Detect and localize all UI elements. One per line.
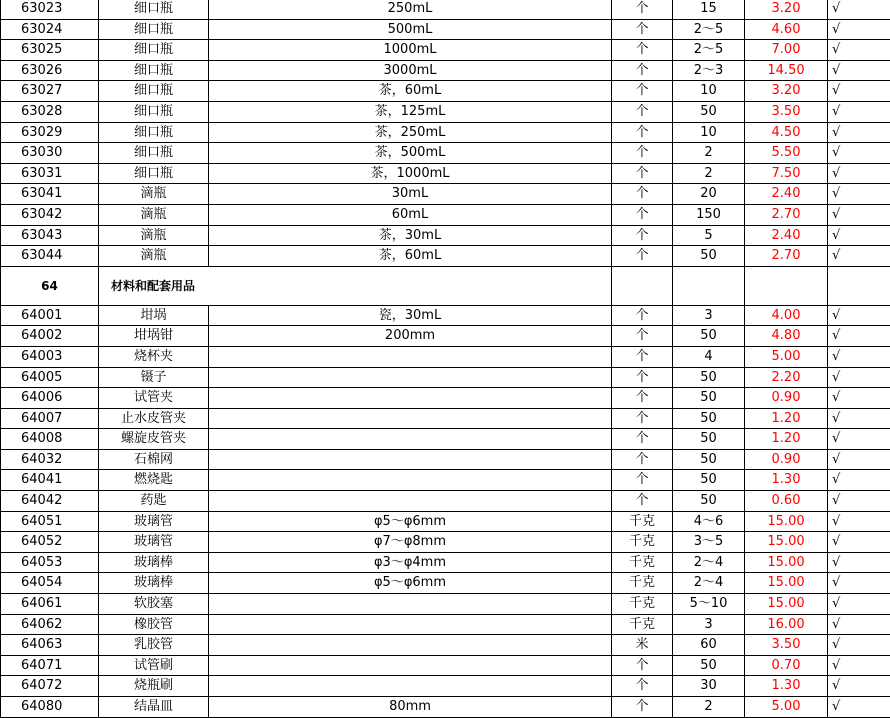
item-code: 63023 <box>1 0 99 19</box>
item-code: 64072 <box>1 676 99 697</box>
item-code: 64006 <box>1 388 99 409</box>
item-check: √ <box>828 0 890 19</box>
item-quantity: 50 <box>673 101 745 122</box>
item-price: 0.90 <box>745 388 828 409</box>
item-check: √ <box>828 246 890 267</box>
item-price: 15.00 <box>745 552 828 573</box>
item-name: 细口瓶 <box>99 143 209 164</box>
item-code: 64051 <box>1 511 99 532</box>
item-check: √ <box>828 697 890 718</box>
item-check: √ <box>828 60 890 81</box>
table-row <box>1 429 890 450</box>
item-spec <box>209 367 612 388</box>
item-price: 0.60 <box>745 491 828 512</box>
table-body-part-2 <box>1 305 890 717</box>
item-unit: 个 <box>612 470 673 491</box>
table-row <box>1 0 890 19</box>
item-name: 细口瓶 <box>99 60 209 81</box>
table-row <box>1 594 890 615</box>
item-name: 滴瓶 <box>99 246 209 267</box>
item-spec: 茶，125mL <box>209 101 612 122</box>
item-quantity: 50 <box>673 429 745 450</box>
item-spec: 1000mL <box>209 40 612 61</box>
item-price: 16.00 <box>745 614 828 635</box>
item-code: 64007 <box>1 408 99 429</box>
item-quantity: 3～5 <box>673 532 745 553</box>
item-price: 15.00 <box>745 594 828 615</box>
item-unit: 个 <box>612 19 673 40</box>
item-spec <box>209 614 612 635</box>
item-quantity: 50 <box>673 470 745 491</box>
item-spec: 茶，60mL <box>209 246 612 267</box>
item-code: 63024 <box>1 19 99 40</box>
table-row <box>1 143 890 164</box>
item-spec <box>209 470 612 491</box>
item-check: √ <box>828 491 890 512</box>
item-spec: 500mL <box>209 19 612 40</box>
item-name: 细口瓶 <box>99 163 209 184</box>
item-check: √ <box>828 81 890 102</box>
table-row <box>1 367 890 388</box>
item-quantity: 2 <box>673 697 745 718</box>
table-body-part-1 <box>1 0 890 266</box>
item-quantity: 50 <box>673 388 745 409</box>
item-unit: 个 <box>612 676 673 697</box>
item-quantity: 30 <box>673 676 745 697</box>
table-row <box>1 163 890 184</box>
item-spec: 200mm <box>209 326 612 347</box>
item-name: 试管刷 <box>99 655 209 676</box>
item-unit: 个 <box>612 346 673 367</box>
item-unit: 千克 <box>612 594 673 615</box>
item-quantity: 2～4 <box>673 552 745 573</box>
item-code: 63042 <box>1 204 99 225</box>
item-check: √ <box>828 532 890 553</box>
item-name: 细口瓶 <box>99 0 209 19</box>
item-quantity: 2 <box>673 163 745 184</box>
item-price: 1.30 <box>745 676 828 697</box>
table-row <box>1 697 890 718</box>
table-row <box>1 225 890 246</box>
item-spec: φ5～φ6mm <box>209 573 612 594</box>
section-title: 材料和配套用品 <box>99 266 612 305</box>
item-check: √ <box>828 573 890 594</box>
item-price: 0.90 <box>745 449 828 470</box>
item-quantity: 2～4 <box>673 573 745 594</box>
item-check: √ <box>828 101 890 122</box>
item-name: 坩埚钳 <box>99 326 209 347</box>
item-quantity: 10 <box>673 122 745 143</box>
table-row <box>1 81 890 102</box>
item-quantity: 50 <box>673 246 745 267</box>
item-price: 5.00 <box>745 697 828 718</box>
item-code: 63041 <box>1 184 99 205</box>
item-spec: 80mm <box>209 697 612 718</box>
item-unit: 个 <box>612 246 673 267</box>
item-quantity: 5 <box>673 225 745 246</box>
item-spec <box>209 449 612 470</box>
item-unit: 千克 <box>612 614 673 635</box>
item-name: 细口瓶 <box>99 101 209 122</box>
item-spec: 3000mL <box>209 60 612 81</box>
item-unit: 个 <box>612 0 673 19</box>
item-price: 2.40 <box>745 225 828 246</box>
item-name: 烧瓶刷 <box>99 676 209 697</box>
item-spec: 茶，60mL <box>209 81 612 102</box>
item-quantity: 60 <box>673 635 745 656</box>
item-check: √ <box>828 122 890 143</box>
item-check: √ <box>828 184 890 205</box>
item-name: 玻璃棒 <box>99 552 209 573</box>
item-spec: 瓷，30mL <box>209 305 612 326</box>
item-name: 试管夹 <box>99 388 209 409</box>
item-code: 63027 <box>1 81 99 102</box>
item-price: 1.20 <box>745 408 828 429</box>
item-check: √ <box>828 40 890 61</box>
table-row <box>1 449 890 470</box>
item-quantity: 2～3 <box>673 60 745 81</box>
item-unit: 千克 <box>612 532 673 553</box>
item-check: √ <box>828 655 890 676</box>
item-price: 5.00 <box>745 346 828 367</box>
item-unit: 个 <box>612 122 673 143</box>
item-code: 64054 <box>1 573 99 594</box>
item-name: 软胶塞 <box>99 594 209 615</box>
item-quantity: 20 <box>673 184 745 205</box>
item-spec <box>209 491 612 512</box>
item-unit: 个 <box>612 697 673 718</box>
table-row <box>1 532 890 553</box>
item-check: √ <box>828 163 890 184</box>
item-name: 螺旋皮管夹 <box>99 429 209 450</box>
item-code: 64062 <box>1 614 99 635</box>
item-check: √ <box>828 511 890 532</box>
item-price: 2.70 <box>745 204 828 225</box>
item-quantity: 50 <box>673 655 745 676</box>
item-unit: 千克 <box>612 511 673 532</box>
section-header-row <box>1 266 890 305</box>
item-spec <box>209 655 612 676</box>
item-spec <box>209 594 612 615</box>
item-name: 橡胶管 <box>99 614 209 635</box>
item-spec <box>209 388 612 409</box>
item-code: 64003 <box>1 346 99 367</box>
item-quantity: 2～5 <box>673 40 745 61</box>
item-spec: 茶，250mL <box>209 122 612 143</box>
item-name: 镊子 <box>99 367 209 388</box>
item-price: 3.20 <box>745 81 828 102</box>
item-spec <box>209 676 612 697</box>
item-name: 药匙 <box>99 491 209 512</box>
item-unit: 个 <box>612 225 673 246</box>
table-row <box>1 511 890 532</box>
item-unit: 个 <box>612 101 673 122</box>
item-unit: 个 <box>612 655 673 676</box>
section-price-cell <box>745 266 828 305</box>
item-code: 64032 <box>1 449 99 470</box>
table-row <box>1 184 890 205</box>
item-unit: 千克 <box>612 573 673 594</box>
item-quantity: 150 <box>673 204 745 225</box>
item-check: √ <box>828 429 890 450</box>
item-price: 3.50 <box>745 635 828 656</box>
item-unit: 个 <box>612 143 673 164</box>
item-price: 4.80 <box>745 326 828 347</box>
item-name: 细口瓶 <box>99 19 209 40</box>
item-code: 64005 <box>1 367 99 388</box>
item-check: √ <box>828 143 890 164</box>
table-row <box>1 326 890 347</box>
item-check: √ <box>828 614 890 635</box>
item-price: 4.60 <box>745 19 828 40</box>
item-unit: 个 <box>612 81 673 102</box>
item-code: 63031 <box>1 163 99 184</box>
item-check: √ <box>828 346 890 367</box>
item-name: 燃烧匙 <box>99 470 209 491</box>
item-price: 2.70 <box>745 246 828 267</box>
item-name: 石棉网 <box>99 449 209 470</box>
item-spec: φ7～φ8mm <box>209 532 612 553</box>
table-row <box>1 204 890 225</box>
item-check: √ <box>828 470 890 491</box>
item-unit: 个 <box>612 367 673 388</box>
item-unit: 个 <box>612 449 673 470</box>
item-name: 玻璃管 <box>99 532 209 553</box>
table-row <box>1 676 890 697</box>
table-row <box>1 60 890 81</box>
section-unit-cell <box>612 266 673 305</box>
item-code: 64071 <box>1 655 99 676</box>
item-price: 4.00 <box>745 305 828 326</box>
item-spec <box>209 635 612 656</box>
item-quantity: 10 <box>673 81 745 102</box>
item-name: 玻璃管 <box>99 511 209 532</box>
item-price: 15.00 <box>745 511 828 532</box>
table-row <box>1 40 890 61</box>
section-check-cell <box>828 266 890 305</box>
table-row <box>1 491 890 512</box>
item-unit: 个 <box>612 163 673 184</box>
item-check: √ <box>828 552 890 573</box>
item-check: √ <box>828 594 890 615</box>
section-header-group <box>1 266 890 305</box>
table-row <box>1 614 890 635</box>
table-row <box>1 655 890 676</box>
item-code: 64080 <box>1 697 99 718</box>
item-price: 7.00 <box>745 40 828 61</box>
table-row <box>1 470 890 491</box>
item-price: 5.50 <box>745 143 828 164</box>
item-price: 1.20 <box>745 429 828 450</box>
item-quantity: 5～10 <box>673 594 745 615</box>
item-price: 4.50 <box>745 122 828 143</box>
item-price: 15.00 <box>745 532 828 553</box>
table-row <box>1 408 890 429</box>
table-row <box>1 305 890 326</box>
item-spec: 250mL <box>209 0 612 19</box>
item-price: 14.50 <box>745 60 828 81</box>
item-quantity: 50 <box>673 491 745 512</box>
table-row <box>1 19 890 40</box>
item-spec: φ3～φ4mm <box>209 552 612 573</box>
item-name: 滴瓶 <box>99 225 209 246</box>
table-row <box>1 552 890 573</box>
item-spec: φ5～φ6mm <box>209 511 612 532</box>
item-code: 64008 <box>1 429 99 450</box>
item-spec: 茶，1000mL <box>209 163 612 184</box>
item-code: 63043 <box>1 225 99 246</box>
item-unit: 千克 <box>612 552 673 573</box>
item-spec <box>209 429 612 450</box>
item-name: 乳胶管 <box>99 635 209 656</box>
item-name: 烧杯夹 <box>99 346 209 367</box>
table-row <box>1 122 890 143</box>
item-spec: 60mL <box>209 204 612 225</box>
item-name: 止水皮管夹 <box>99 408 209 429</box>
item-name: 细口瓶 <box>99 40 209 61</box>
item-unit: 米 <box>612 635 673 656</box>
item-check: √ <box>828 326 890 347</box>
item-quantity: 15 <box>673 0 745 19</box>
item-price: 2.20 <box>745 367 828 388</box>
item-quantity: 50 <box>673 326 745 347</box>
item-check: √ <box>828 388 890 409</box>
item-code: 64002 <box>1 326 99 347</box>
item-quantity: 3 <box>673 305 745 326</box>
table-row <box>1 346 890 367</box>
item-unit: 个 <box>612 326 673 347</box>
item-name: 坩埚 <box>99 305 209 326</box>
item-code: 64053 <box>1 552 99 573</box>
item-unit: 个 <box>612 388 673 409</box>
item-code: 64042 <box>1 491 99 512</box>
item-quantity: 50 <box>673 408 745 429</box>
item-price: 7.50 <box>745 163 828 184</box>
item-unit: 个 <box>612 491 673 512</box>
item-price: 1.30 <box>745 470 828 491</box>
table-row <box>1 101 890 122</box>
item-unit: 个 <box>612 60 673 81</box>
item-quantity: 4～6 <box>673 511 745 532</box>
section-code: 64 <box>1 266 99 305</box>
item-quantity: 2 <box>673 143 745 164</box>
item-unit: 个 <box>612 204 673 225</box>
item-code: 64063 <box>1 635 99 656</box>
section-qty-cell <box>673 266 745 305</box>
item-code: 63044 <box>1 246 99 267</box>
item-price: 2.40 <box>745 184 828 205</box>
table-row <box>1 388 890 409</box>
item-name: 结晶皿 <box>99 697 209 718</box>
item-code: 64001 <box>1 305 99 326</box>
item-code: 64061 <box>1 594 99 615</box>
item-quantity: 4 <box>673 346 745 367</box>
item-unit: 个 <box>612 40 673 61</box>
item-price: 3.20 <box>745 0 828 19</box>
item-check: √ <box>828 408 890 429</box>
item-check: √ <box>828 367 890 388</box>
item-code: 63025 <box>1 40 99 61</box>
item-spec: 30mL <box>209 184 612 205</box>
item-code: 63029 <box>1 122 99 143</box>
item-code: 63030 <box>1 143 99 164</box>
item-spec: 茶，30mL <box>209 225 612 246</box>
item-code: 64041 <box>1 470 99 491</box>
item-check: √ <box>828 225 890 246</box>
item-name: 细口瓶 <box>99 122 209 143</box>
item-unit: 个 <box>612 184 673 205</box>
item-price: 0.70 <box>745 655 828 676</box>
item-price: 3.50 <box>745 101 828 122</box>
item-name: 细口瓶 <box>99 81 209 102</box>
item-check: √ <box>828 19 890 40</box>
item-code: 63026 <box>1 60 99 81</box>
item-check: √ <box>828 305 890 326</box>
item-code: 63028 <box>1 101 99 122</box>
item-spec <box>209 408 612 429</box>
item-unit: 个 <box>612 408 673 429</box>
item-price: 15.00 <box>745 573 828 594</box>
item-check: √ <box>828 204 890 225</box>
item-check: √ <box>828 449 890 470</box>
table-row <box>1 573 890 594</box>
item-unit: 个 <box>612 305 673 326</box>
item-quantity: 2～5 <box>673 19 745 40</box>
item-spec: 茶，500mL <box>209 143 612 164</box>
table-row <box>1 635 890 656</box>
item-unit: 个 <box>612 429 673 450</box>
item-quantity: 3 <box>673 614 745 635</box>
item-name: 滴瓶 <box>99 204 209 225</box>
item-quantity: 50 <box>673 367 745 388</box>
item-quantity: 50 <box>673 449 745 470</box>
item-name: 滴瓶 <box>99 184 209 205</box>
item-code: 64052 <box>1 532 99 553</box>
item-check: √ <box>828 676 890 697</box>
item-spec <box>209 346 612 367</box>
table-row <box>1 246 890 267</box>
item-name: 玻璃棒 <box>99 573 209 594</box>
item-check: √ <box>828 635 890 656</box>
